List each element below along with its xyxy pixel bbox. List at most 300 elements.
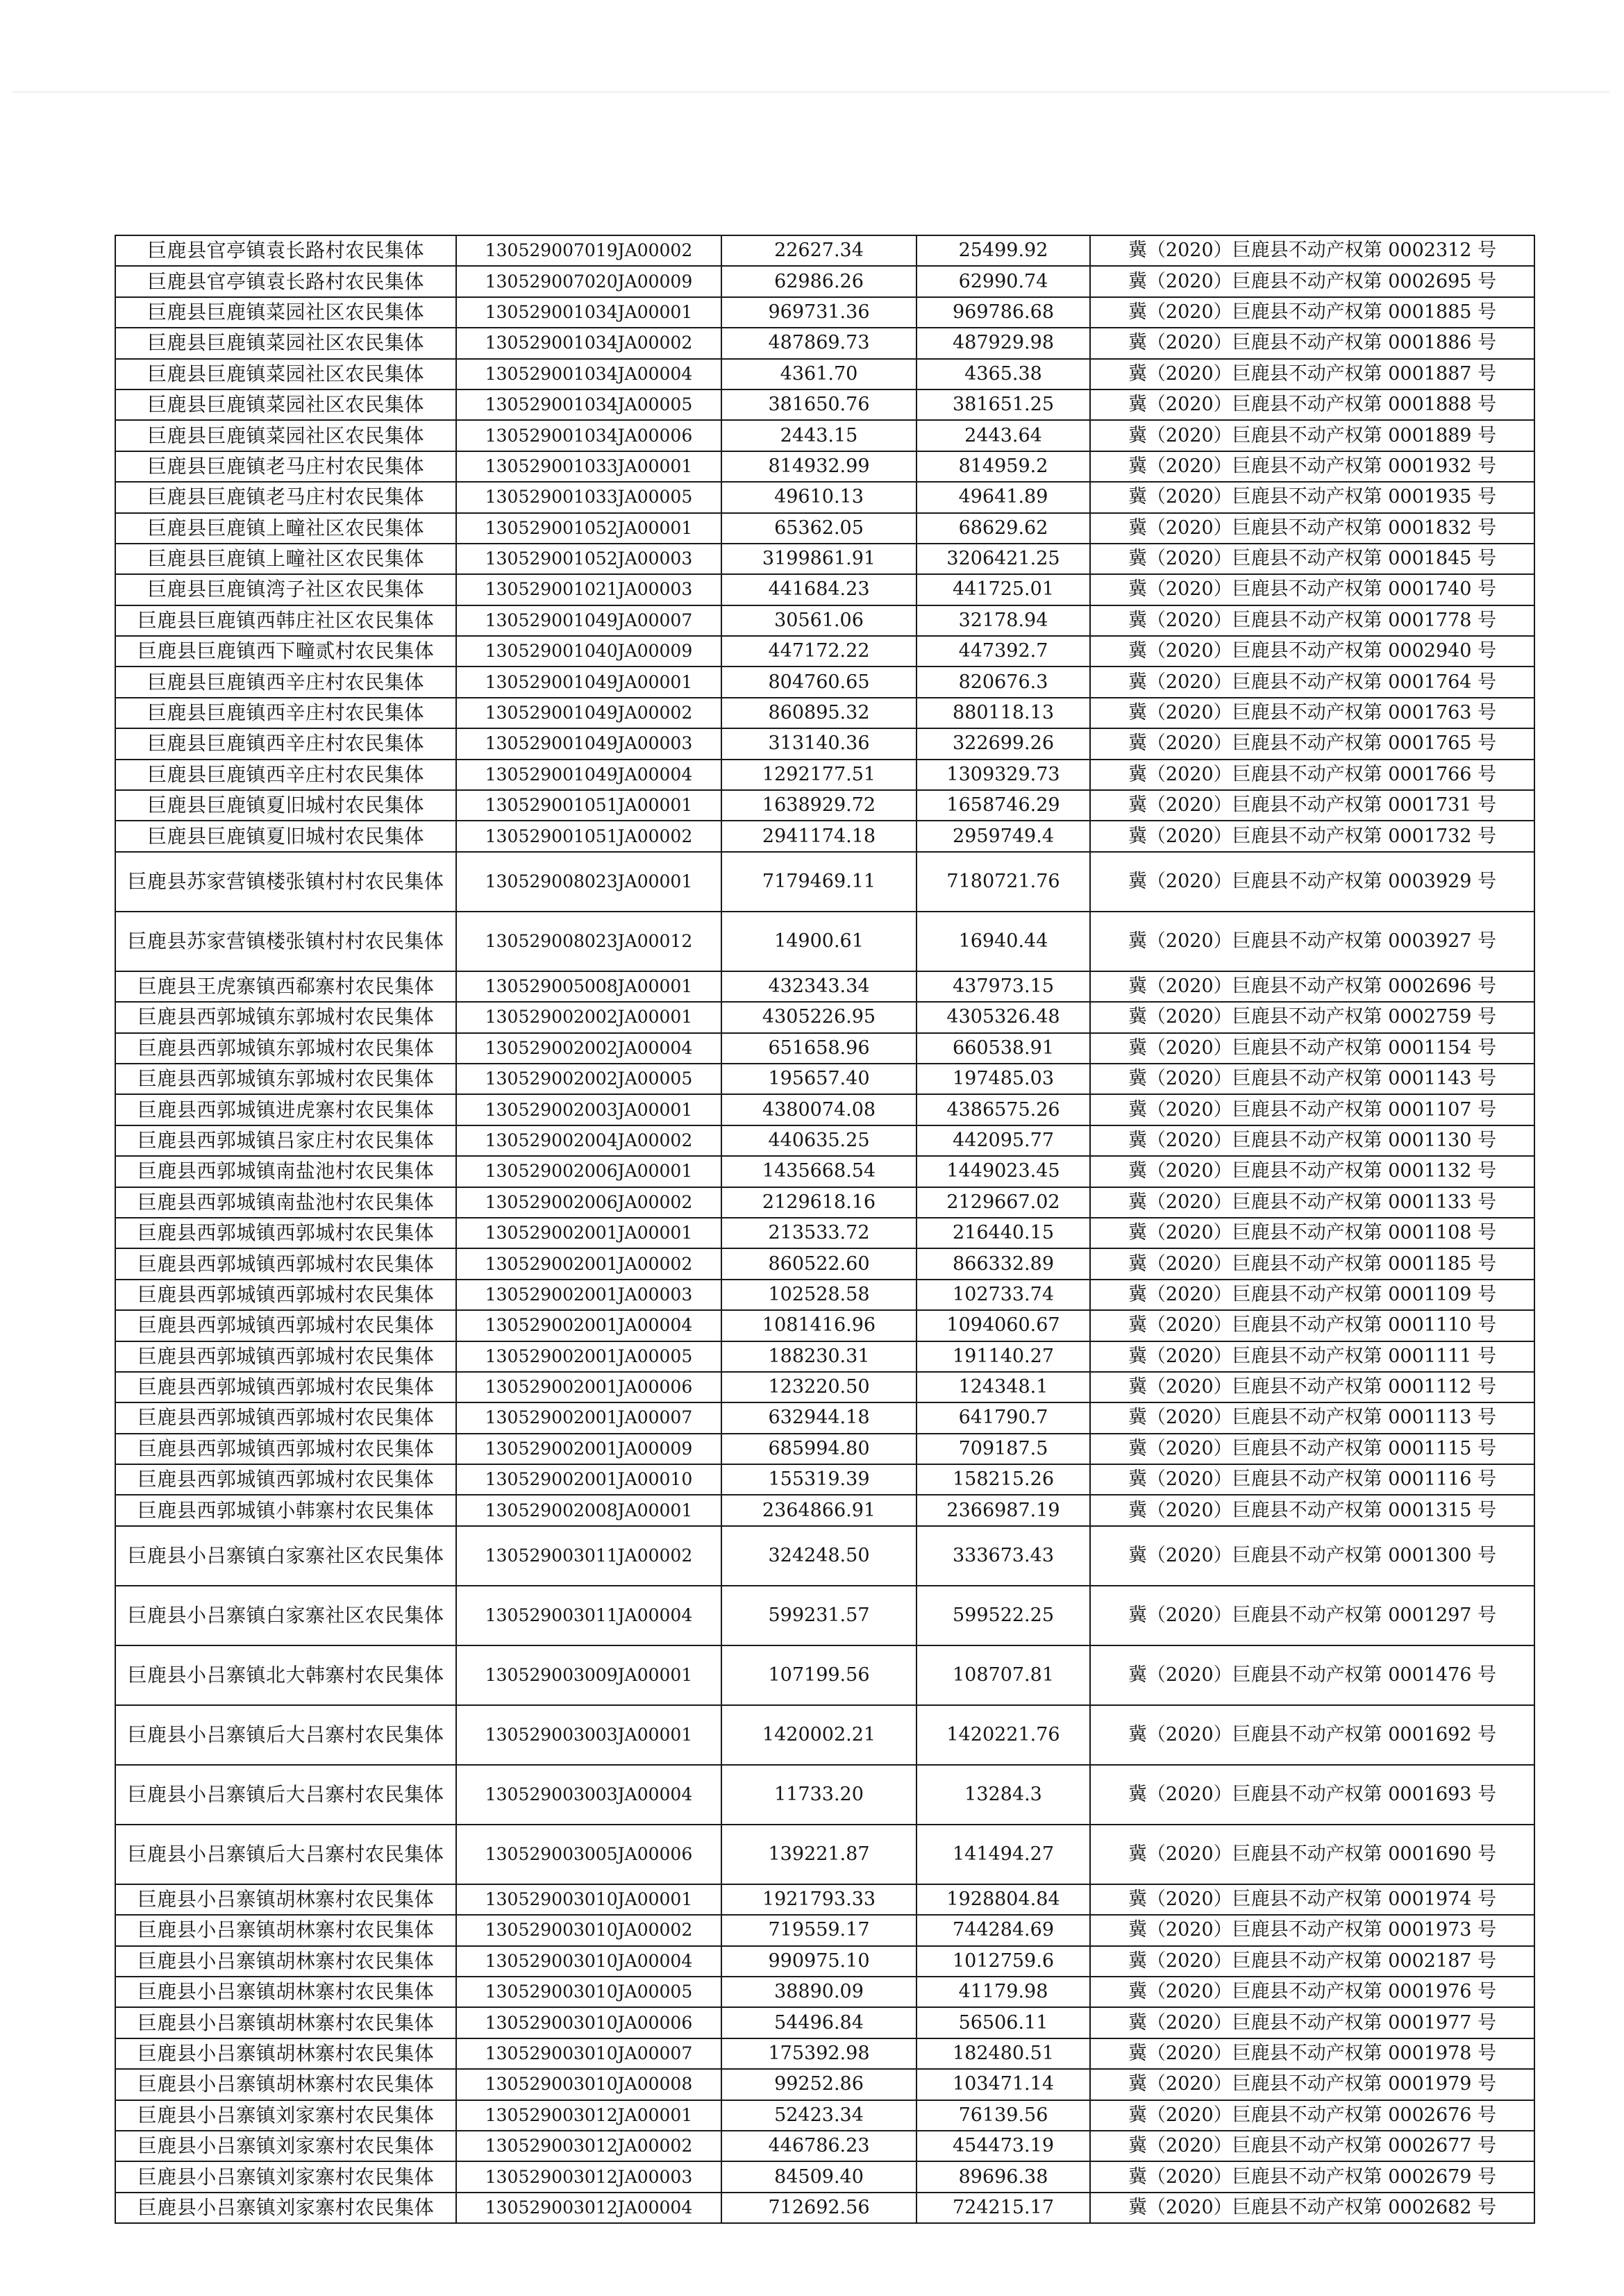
certificate-number-cell: 冀（2020）巨鹿县不动产权第 0003927 号 [1090, 912, 1534, 971]
parcel-code-cell: 130529003011JA00004 [456, 1586, 721, 1645]
owner-name-cell: 巨鹿县巨鹿镇西辛庄村农民集体 [115, 698, 456, 728]
certificate-number-cell: 冀（2020）巨鹿县不动产权第 0001885 号 [1090, 297, 1534, 328]
area-value-cell: 62986.26 [721, 266, 916, 296]
certificate-number-cell: 冀（2020）巨鹿县不动产权第 0001315 号 [1090, 1495, 1534, 1525]
owner-name-cell: 巨鹿县巨鹿镇上疃社区农民集体 [115, 544, 456, 574]
owner-name-cell: 巨鹿县巨鹿镇西辛庄村农民集体 [115, 667, 456, 697]
certificate-number-cell: 冀（2020）巨鹿县不动产权第 0002312 号 [1090, 235, 1534, 266]
area-value-cell: 4380074.08 [721, 1094, 916, 1125]
table-row [115, 1402, 1534, 1433]
table-row [115, 2069, 1534, 2100]
owner-name-cell: 巨鹿县巨鹿镇菜园社区农民集体 [115, 328, 456, 358]
owner-name-cell: 巨鹿县巨鹿镇西下疃贰村农民集体 [115, 636, 456, 667]
area-value-cell: 49610.13 [721, 482, 916, 512]
certificate-number-cell: 冀（2020）巨鹿县不动产权第 0001778 号 [1090, 605, 1534, 636]
owner-name-cell: 巨鹿县西郭城镇南盐池村农民集体 [115, 1156, 456, 1187]
area-total-cell: 969786.68 [916, 297, 1090, 328]
owner-name-cell: 巨鹿县西郭城镇西郭城村农民集体 [115, 1248, 456, 1279]
owner-name-cell: 巨鹿县小吕寨镇胡林寨村农民集体 [115, 1915, 456, 1945]
table-row [115, 636, 1534, 667]
table-row [115, 1187, 1534, 1218]
parcel-code-cell: 130529001033JA00001 [456, 451, 721, 482]
owner-name-cell: 巨鹿县西郭城镇东郭城村农民集体 [115, 1064, 456, 1094]
area-total-cell: 2129667.02 [916, 1187, 1090, 1218]
certificate-number-cell: 冀（2020）巨鹿县不动产权第 0001763 号 [1090, 698, 1534, 728]
area-value-cell: 2364866.91 [721, 1495, 916, 1525]
certificate-number-cell: 冀（2020）巨鹿县不动产权第 0002940 号 [1090, 636, 1534, 667]
table-row [115, 1977, 1534, 2007]
area-total-cell: 216440.15 [916, 1218, 1090, 1248]
parcel-code-cell: 130529001049JA00003 [456, 728, 721, 759]
area-value-cell: 804760.65 [721, 667, 916, 697]
area-total-cell: 141494.27 [916, 1825, 1090, 1884]
area-total-cell: 2366987.19 [916, 1495, 1090, 1525]
certificate-number-cell: 冀（2020）巨鹿县不动产权第 0002695 号 [1090, 266, 1534, 296]
area-value-cell: 22627.34 [721, 235, 916, 266]
table-row [115, 1825, 1534, 1884]
owner-name-cell: 巨鹿县苏家营镇楼张镇村村农民集体 [115, 852, 456, 912]
parcel-code-cell: 130529003010JA00008 [456, 2069, 721, 2100]
owner-name-cell: 巨鹿县西郭城镇小韩寨村农民集体 [115, 1495, 456, 1525]
owner-name-cell: 巨鹿县小吕寨镇刘家寨村农民集体 [115, 2161, 456, 2192]
parcel-code-cell: 130529002002JA00004 [456, 1033, 721, 1064]
area-total-cell: 13284.3 [916, 1765, 1090, 1825]
table-row [115, 605, 1534, 636]
certificate-number-cell: 冀（2020）巨鹿县不动产权第 0001107 号 [1090, 1094, 1534, 1125]
table-row [115, 1248, 1534, 1279]
area-value-cell: 195657.40 [721, 1064, 916, 1094]
area-total-cell: 724215.17 [916, 2193, 1090, 2223]
parcel-code-cell: 130529001051JA00002 [456, 821, 721, 851]
parcel-code-cell: 130529002001JA00003 [456, 1280, 721, 1310]
area-value-cell: 440635.25 [721, 1125, 916, 1156]
owner-name-cell: 巨鹿县小吕寨镇后大吕寨村农民集体 [115, 1705, 456, 1765]
table-row [115, 821, 1534, 851]
owner-name-cell: 巨鹿县巨鹿镇夏旧城村农民集体 [115, 790, 456, 821]
parcel-code-cell: 130529001034JA00002 [456, 328, 721, 358]
certificate-number-cell: 冀（2020）巨鹿县不动产权第 0001935 号 [1090, 482, 1534, 512]
certificate-number-cell: 冀（2020）巨鹿县不动产权第 0001300 号 [1090, 1526, 1534, 1586]
area-total-cell: 56506.11 [916, 2007, 1090, 2038]
owner-name-cell: 巨鹿县巨鹿镇西韩庄社区农民集体 [115, 605, 456, 636]
owner-name-cell: 巨鹿县巨鹿镇菜园社区农民集体 [115, 389, 456, 420]
owner-name-cell: 巨鹿县小吕寨镇白家寨社区农民集体 [115, 1586, 456, 1645]
table-row [115, 790, 1534, 821]
area-total-cell: 4305326.48 [916, 1002, 1090, 1032]
certificate-number-cell: 冀（2020）巨鹿县不动产权第 0001113 号 [1090, 1402, 1534, 1433]
area-total-cell: 381651.25 [916, 389, 1090, 420]
certificate-number-cell: 冀（2020）巨鹿县不动产权第 0001976 号 [1090, 1977, 1534, 2007]
area-total-cell: 191140.27 [916, 1341, 1090, 1372]
owner-name-cell: 巨鹿县巨鹿镇夏旧城村农民集体 [115, 821, 456, 851]
area-total-cell: 814959.2 [916, 451, 1090, 482]
owner-name-cell: 巨鹿县巨鹿镇老马庄村农民集体 [115, 482, 456, 512]
area-value-cell: 11733.20 [721, 1765, 916, 1825]
parcel-code-cell: 130529003012JA00003 [456, 2161, 721, 2192]
table-row [115, 1765, 1534, 1825]
owner-name-cell: 巨鹿县小吕寨镇刘家寨村农民集体 [115, 2131, 456, 2161]
area-total-cell: 1420221.76 [916, 1705, 1090, 1765]
area-total-cell: 1094060.67 [916, 1310, 1090, 1341]
certificate-number-cell: 冀（2020）巨鹿县不动产权第 0001476 号 [1090, 1645, 1534, 1705]
certificate-number-cell: 冀（2020）巨鹿县不动产权第 0001886 号 [1090, 328, 1534, 358]
area-total-cell: 16940.44 [916, 912, 1090, 971]
table-row [115, 1645, 1534, 1705]
owner-name-cell: 巨鹿县西郭城镇西郭城村农民集体 [115, 1280, 456, 1310]
area-value-cell: 990975.10 [721, 1946, 916, 1977]
owner-name-cell: 巨鹿县巨鹿镇西辛庄村农民集体 [115, 728, 456, 759]
area-total-cell: 866332.89 [916, 1248, 1090, 1279]
area-total-cell: 599522.25 [916, 1586, 1090, 1645]
owner-name-cell: 巨鹿县西郭城镇西郭城村农民集体 [115, 1218, 456, 1248]
area-total-cell: 41179.98 [916, 1977, 1090, 2007]
area-total-cell: 454473.19 [916, 2131, 1090, 2161]
area-value-cell: 1292177.51 [721, 760, 916, 790]
certificate-number-cell: 冀（2020）巨鹿县不动产权第 0002677 号 [1090, 2131, 1534, 2161]
parcel-code-cell: 130529001040JA00009 [456, 636, 721, 667]
table-row [115, 1341, 1534, 1372]
parcel-code-cell: 130529005008JA00001 [456, 971, 721, 1002]
area-total-cell: 7180721.76 [916, 852, 1090, 912]
area-total-cell: 1012759.6 [916, 1946, 1090, 1977]
area-total-cell: 158215.26 [916, 1464, 1090, 1495]
owner-name-cell: 巨鹿县西郭城镇进虎寨村农民集体 [115, 1094, 456, 1125]
table-row [115, 1464, 1534, 1495]
table-row [115, 2100, 1534, 2131]
owner-name-cell: 巨鹿县西郭城镇西郭城村农民集体 [115, 1434, 456, 1464]
parcel-code-cell: 130529001051JA00001 [456, 790, 721, 821]
owner-name-cell: 巨鹿县西郭城镇东郭城村农民集体 [115, 1033, 456, 1064]
owner-name-cell: 巨鹿县西郭城镇西郭城村农民集体 [115, 1464, 456, 1495]
table-row [115, 235, 1534, 266]
parcel-code-cell: 130529002001JA00001 [456, 1218, 721, 1248]
area-value-cell: 4361.70 [721, 359, 916, 389]
area-total-cell: 2959749.4 [916, 821, 1090, 851]
certificate-number-cell: 冀（2020）巨鹿县不动产权第 0001978 号 [1090, 2038, 1534, 2069]
certificate-number-cell: 冀（2020）巨鹿县不动产权第 0001143 号 [1090, 1064, 1534, 1094]
area-value-cell: 685994.80 [721, 1434, 916, 1464]
area-value-cell: 30561.06 [721, 605, 916, 636]
area-total-cell: 182480.51 [916, 2038, 1090, 2069]
parcel-code-cell: 130529002001JA00004 [456, 1310, 721, 1341]
certificate-number-cell: 冀（2020）巨鹿县不动产权第 0001973 号 [1090, 1915, 1534, 1945]
area-value-cell: 123220.50 [721, 1372, 916, 1402]
area-value-cell: 969731.36 [721, 297, 916, 328]
owner-name-cell: 巨鹿县巨鹿镇菜园社区农民集体 [115, 297, 456, 328]
certificate-number-cell: 冀（2020）巨鹿县不动产权第 0001832 号 [1090, 513, 1534, 544]
parcel-code-cell: 130529001052JA00003 [456, 544, 721, 574]
table-row [115, 760, 1534, 790]
parcel-code-cell: 130529003012JA00004 [456, 2193, 721, 2223]
table-row [115, 574, 1534, 605]
certificate-number-cell: 冀（2020）巨鹿县不动产权第 0001130 号 [1090, 1125, 1534, 1156]
certificate-number-cell: 冀（2020）巨鹿县不动产权第 0001732 号 [1090, 821, 1534, 851]
certificate-number-cell: 冀（2020）巨鹿县不动产权第 0002696 号 [1090, 971, 1534, 1002]
area-value-cell: 719559.17 [721, 1915, 916, 1945]
area-total-cell: 322699.26 [916, 728, 1090, 759]
table-row [115, 297, 1534, 328]
area-value-cell: 4305226.95 [721, 1002, 916, 1032]
parcel-code-cell: 130529002002JA00005 [456, 1064, 721, 1094]
table-row [115, 1495, 1534, 1525]
area-value-cell: 1921793.33 [721, 1884, 916, 1915]
certificate-number-cell: 冀（2020）巨鹿县不动产权第 0001154 号 [1090, 1033, 1534, 1064]
certificate-number-cell: 冀（2020）巨鹿县不动产权第 0001297 号 [1090, 1586, 1534, 1645]
area-value-cell: 65362.05 [721, 513, 916, 544]
area-total-cell: 442095.77 [916, 1125, 1090, 1156]
area-value-cell: 487869.73 [721, 328, 916, 358]
area-value-cell: 712692.56 [721, 2193, 916, 2223]
certificate-number-cell: 冀（2020）巨鹿县不动产权第 0002682 号 [1090, 2193, 1534, 2223]
owner-name-cell: 巨鹿县巨鹿镇湾子社区农民集体 [115, 574, 456, 605]
area-value-cell: 446786.23 [721, 2131, 916, 2161]
area-total-cell: 3206421.25 [916, 544, 1090, 574]
table-row [115, 2193, 1534, 2223]
certificate-number-cell: 冀（2020）巨鹿县不动产权第 0001693 号 [1090, 1765, 1534, 1825]
area-total-cell: 333673.43 [916, 1526, 1090, 1586]
area-value-cell: 381650.76 [721, 389, 916, 420]
certificate-number-cell: 冀（2020）巨鹿县不动产权第 0002187 号 [1090, 1946, 1534, 1977]
owner-name-cell: 巨鹿县官亭镇袁长路村农民集体 [115, 235, 456, 266]
area-value-cell: 814932.99 [721, 451, 916, 482]
area-value-cell: 313140.36 [721, 728, 916, 759]
table-row [115, 698, 1534, 728]
owner-name-cell: 巨鹿县小吕寨镇刘家寨村农民集体 [115, 2193, 456, 2223]
area-value-cell: 432343.34 [721, 971, 916, 1002]
area-value-cell: 52423.34 [721, 2100, 916, 2131]
table-row [115, 852, 1534, 912]
certificate-number-cell: 冀（2020）巨鹿县不动产权第 0001108 号 [1090, 1218, 1534, 1248]
owner-name-cell: 巨鹿县小吕寨镇胡林寨村农民集体 [115, 1946, 456, 1977]
table-body [115, 235, 1534, 2223]
certificate-number-cell: 冀（2020）巨鹿县不动产权第 0001977 号 [1090, 2007, 1534, 2038]
certificate-number-cell: 冀（2020）巨鹿县不动产权第 0002679 号 [1090, 2161, 1534, 2192]
area-value-cell: 1435668.54 [721, 1156, 916, 1187]
owner-name-cell: 巨鹿县小吕寨镇北大韩寨村农民集体 [115, 1645, 456, 1705]
owner-name-cell: 巨鹿县西郭城镇东郭城村农民集体 [115, 1002, 456, 1032]
certificate-number-cell: 冀（2020）巨鹿县不动产权第 0001932 号 [1090, 451, 1534, 482]
area-value-cell: 188230.31 [721, 1341, 916, 1372]
table-row [115, 328, 1534, 358]
table-row [115, 1002, 1534, 1032]
parcel-code-cell: 130529003010JA00002 [456, 1915, 721, 1945]
certificate-number-cell: 冀（2020）巨鹿县不动产权第 0001764 号 [1090, 667, 1534, 697]
area-value-cell: 1081416.96 [721, 1310, 916, 1341]
table-row [115, 1915, 1534, 1945]
parcel-code-cell: 130529003010JA00001 [456, 1884, 721, 1915]
certificate-number-cell: 冀（2020）巨鹿县不动产权第 0001766 号 [1090, 760, 1534, 790]
certificate-number-cell: 冀（2020）巨鹿县不动产权第 0001887 号 [1090, 359, 1534, 389]
certificate-number-cell: 冀（2020）巨鹿县不动产权第 0001889 号 [1090, 420, 1534, 451]
area-total-cell: 441725.01 [916, 574, 1090, 605]
area-value-cell: 38890.09 [721, 1977, 916, 2007]
area-total-cell: 820676.3 [916, 667, 1090, 697]
parcel-code-cell: 130529007019JA00002 [456, 235, 721, 266]
area-value-cell: 860522.60 [721, 1248, 916, 1279]
table-row [115, 420, 1534, 451]
area-total-cell: 108707.81 [916, 1645, 1090, 1705]
table-row [115, 1526, 1534, 1586]
area-total-cell: 124348.1 [916, 1372, 1090, 1402]
owner-name-cell: 巨鹿县小吕寨镇胡林寨村农民集体 [115, 1977, 456, 2007]
area-total-cell: 62990.74 [916, 266, 1090, 296]
owner-name-cell: 巨鹿县巨鹿镇西辛庄村农民集体 [115, 760, 456, 790]
table-row [115, 1705, 1534, 1765]
parcel-code-cell: 130529001049JA00001 [456, 667, 721, 697]
table-row [115, 2038, 1534, 2069]
owner-name-cell: 巨鹿县小吕寨镇白家寨社区农民集体 [115, 1526, 456, 1586]
table-row [115, 1310, 1534, 1341]
table-row [115, 1946, 1534, 1977]
certificate-number-cell: 冀（2020）巨鹿县不动产权第 0001115 号 [1090, 1434, 1534, 1464]
parcel-code-cell: 130529002001JA00009 [456, 1434, 721, 1464]
table-row [115, 1586, 1534, 1645]
table-row [115, 1033, 1534, 1064]
table-row [115, 451, 1534, 482]
area-value-cell: 139221.87 [721, 1825, 916, 1884]
owner-name-cell: 巨鹿县王虎寨镇西郗寨村农民集体 [115, 971, 456, 1002]
certificate-number-cell: 冀（2020）巨鹿县不动产权第 0001845 号 [1090, 544, 1534, 574]
table-row [115, 1064, 1534, 1094]
owner-name-cell: 巨鹿县小吕寨镇胡林寨村农民集体 [115, 2069, 456, 2100]
table-row [115, 667, 1534, 697]
area-value-cell: 651658.96 [721, 1033, 916, 1064]
area-total-cell: 641790.7 [916, 1402, 1090, 1433]
area-total-cell: 1928804.84 [916, 1884, 1090, 1915]
area-value-cell: 2941174.18 [721, 821, 916, 851]
parcel-code-cell: 130529002002JA00001 [456, 1002, 721, 1032]
table-row [115, 2161, 1534, 2192]
certificate-number-cell: 冀（2020）巨鹿县不动产权第 0001690 号 [1090, 1825, 1534, 1884]
parcel-code-cell: 130529003010JA00005 [456, 1977, 721, 2007]
area-value-cell: 860895.32 [721, 698, 916, 728]
owner-name-cell: 巨鹿县官亭镇袁长路村农民集体 [115, 266, 456, 296]
table-row [115, 1884, 1534, 1915]
area-value-cell: 84509.40 [721, 2161, 916, 2192]
area-total-cell: 68629.62 [916, 513, 1090, 544]
area-value-cell: 155319.39 [721, 1464, 916, 1495]
owner-name-cell: 巨鹿县巨鹿镇菜园社区农民集体 [115, 359, 456, 389]
area-value-cell: 213533.72 [721, 1218, 916, 1248]
parcel-code-cell: 130529001052JA00001 [456, 513, 721, 544]
parcel-code-cell: 130529001021JA00003 [456, 574, 721, 605]
certificate-number-cell: 冀（2020）巨鹿县不动产权第 0001132 号 [1090, 1156, 1534, 1187]
table-row [115, 971, 1534, 1002]
table-row [115, 482, 1534, 512]
parcel-code-cell: 130529008023JA00001 [456, 852, 721, 912]
area-value-cell: 102528.58 [721, 1280, 916, 1310]
owner-name-cell: 巨鹿县西郭城镇西郭城村农民集体 [115, 1402, 456, 1433]
area-value-cell: 175392.98 [721, 2038, 916, 2069]
parcel-code-cell: 130529002001JA00005 [456, 1341, 721, 1372]
certificate-number-cell: 冀（2020）巨鹿县不动产权第 0001979 号 [1090, 2069, 1534, 2100]
certificate-number-cell: 冀（2020）巨鹿县不动产权第 0003929 号 [1090, 852, 1534, 912]
certificate-number-cell: 冀（2020）巨鹿县不动产权第 0001692 号 [1090, 1705, 1534, 1765]
area-total-cell: 1658746.29 [916, 790, 1090, 821]
table-row [115, 2007, 1534, 2038]
area-value-cell: 107199.56 [721, 1645, 916, 1705]
parcel-code-cell: 130529001034JA00006 [456, 420, 721, 451]
area-total-cell: 49641.89 [916, 482, 1090, 512]
table-row [115, 359, 1534, 389]
owner-name-cell: 巨鹿县西郭城镇吕家庄村农民集体 [115, 1125, 456, 1156]
owner-name-cell: 巨鹿县小吕寨镇后大吕寨村农民集体 [115, 1825, 456, 1884]
certificate-number-cell: 冀（2020）巨鹿县不动产权第 0001185 号 [1090, 1248, 1534, 1279]
area-total-cell: 4365.38 [916, 359, 1090, 389]
owner-name-cell: 巨鹿县西郭城镇西郭城村农民集体 [115, 1372, 456, 1402]
parcel-code-cell: 130529003005JA00006 [456, 1825, 721, 1884]
parcel-code-cell: 130529002006JA00001 [456, 1156, 721, 1187]
area-value-cell: 14900.61 [721, 912, 916, 971]
owner-name-cell: 巨鹿县巨鹿镇上疃社区农民集体 [115, 513, 456, 544]
certificate-number-cell: 冀（2020）巨鹿县不动产权第 0001740 号 [1090, 574, 1534, 605]
area-value-cell: 99252.86 [721, 2069, 916, 2100]
parcel-code-cell: 130529001049JA00002 [456, 698, 721, 728]
area-total-cell: 25499.92 [916, 235, 1090, 266]
owner-name-cell: 巨鹿县小吕寨镇胡林寨村农民集体 [115, 2007, 456, 2038]
area-total-cell: 744284.69 [916, 1915, 1090, 1945]
parcel-code-cell: 130529002004JA00002 [456, 1125, 721, 1156]
area-value-cell: 2443.15 [721, 420, 916, 451]
area-value-cell: 599231.57 [721, 1586, 916, 1645]
area-value-cell: 324248.50 [721, 1526, 916, 1586]
parcel-code-cell: 130529001034JA00001 [456, 297, 721, 328]
parcel-code-cell: 130529001033JA00005 [456, 482, 721, 512]
parcel-code-cell: 130529002008JA00001 [456, 1495, 721, 1525]
parcel-code-cell: 130529003003JA00001 [456, 1705, 721, 1765]
certificate-number-cell: 冀（2020）巨鹿县不动产权第 0002676 号 [1090, 2100, 1534, 2131]
table-row [115, 1280, 1534, 1310]
area-total-cell: 487929.98 [916, 328, 1090, 358]
parcel-code-cell: 130529003009JA00001 [456, 1645, 721, 1705]
table-row [115, 513, 1534, 544]
parcel-code-cell: 130529003003JA00004 [456, 1765, 721, 1825]
certificate-number-cell: 冀（2020）巨鹿县不动产权第 0001731 号 [1090, 790, 1534, 821]
area-value-cell: 7179469.11 [721, 852, 916, 912]
table-row [115, 1372, 1534, 1402]
owner-name-cell: 巨鹿县西郭城镇西郭城村农民集体 [115, 1341, 456, 1372]
owner-name-cell: 巨鹿县苏家营镇楼张镇村村农民集体 [115, 912, 456, 971]
owner-name-cell: 巨鹿县小吕寨镇刘家寨村农民集体 [115, 2100, 456, 2131]
table-row [115, 1125, 1534, 1156]
parcel-code-cell: 130529001034JA00004 [456, 359, 721, 389]
area-total-cell: 437973.15 [916, 971, 1090, 1002]
area-total-cell: 102733.74 [916, 1280, 1090, 1310]
area-value-cell: 447172.22 [721, 636, 916, 667]
owner-name-cell: 巨鹿县西郭城镇西郭城村农民集体 [115, 1310, 456, 1341]
parcel-code-cell: 130529002003JA00001 [456, 1094, 721, 1125]
parcel-code-cell: 130529002006JA00002 [456, 1187, 721, 1218]
area-total-cell: 447392.7 [916, 636, 1090, 667]
table-row [115, 2131, 1534, 2161]
certificate-number-cell: 冀（2020）巨鹿县不动产权第 0001109 号 [1090, 1280, 1534, 1310]
parcel-code-cell: 130529007020JA00009 [456, 266, 721, 296]
parcel-code-cell: 130529003011JA00002 [456, 1526, 721, 1586]
certificate-number-cell: 冀（2020）巨鹿县不动产权第 0001110 号 [1090, 1310, 1534, 1341]
area-value-cell: 632944.18 [721, 1402, 916, 1433]
parcel-code-cell: 130529002001JA00006 [456, 1372, 721, 1402]
area-total-cell: 4386575.26 [916, 1094, 1090, 1125]
certificate-number-cell: 冀（2020）巨鹿县不动产权第 0001111 号 [1090, 1341, 1534, 1372]
owner-name-cell: 巨鹿县巨鹿镇菜园社区农民集体 [115, 420, 456, 451]
area-total-cell: 32178.94 [916, 605, 1090, 636]
parcel-code-cell: 130529001034JA00005 [456, 389, 721, 420]
area-total-cell: 660538.91 [916, 1033, 1090, 1064]
table-row [115, 1218, 1534, 1248]
area-value-cell: 1420002.21 [721, 1705, 916, 1765]
certificate-number-cell: 冀（2020）巨鹿县不动产权第 0001888 号 [1090, 389, 1534, 420]
area-total-cell: 1309329.73 [916, 760, 1090, 790]
